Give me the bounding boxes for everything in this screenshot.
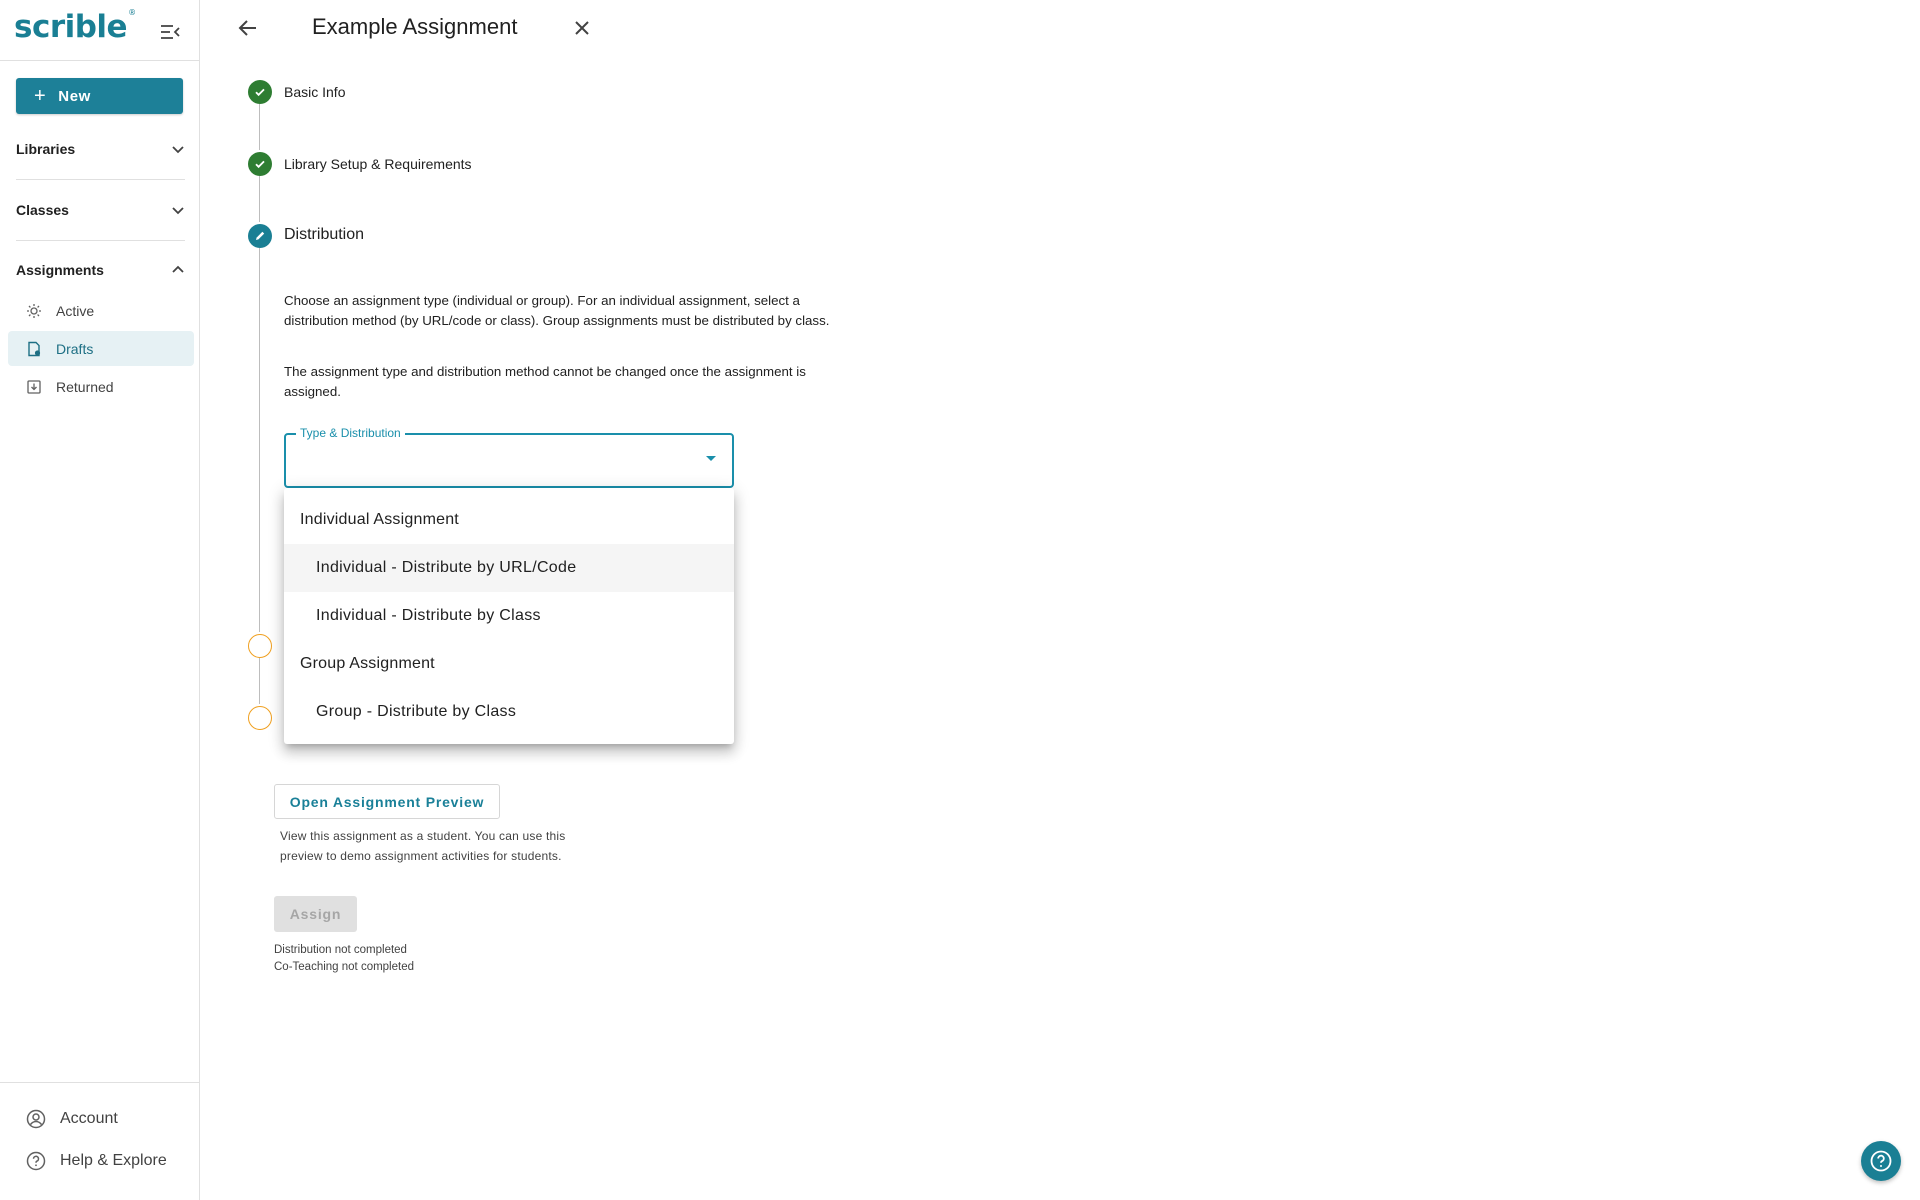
option-individual-class[interactable]: Individual - Distribute by Class (316, 607, 541, 624)
assign-status-coteaching: Co-Teaching not completed (274, 961, 414, 973)
distribution-description: Choose an assignment type (individual or group). For an individual assignment, select a distribution method (by URL/code or class). Group assignments must be distributed by class. (284, 293, 830, 328)
collapse-sidebar-icon[interactable] (158, 20, 182, 44)
step-connector (259, 658, 260, 704)
sidebar (0, 0, 200, 1200)
chevron-down-icon (170, 202, 186, 218)
logo-registered-mark: ® (128, 8, 136, 17)
sidebar-item-active[interactable] (8, 293, 194, 328)
help-explore-label: Help & Explore (60, 1152, 167, 1169)
select-floating-label: Type & Distribution (296, 426, 405, 440)
option-group-group: Group Assignment (300, 655, 435, 672)
option-individual-url-code[interactable]: Individual - Distribute by URL/Code (284, 544, 734, 592)
classes-section-header[interactable] (16, 198, 186, 222)
close-icon[interactable] (570, 16, 594, 40)
assign-button[interactable]: Assign (274, 896, 357, 932)
step-connector (259, 104, 260, 150)
type-distribution-menu (284, 488, 734, 744)
step-distribution[interactable]: Distribution (284, 226, 365, 243)
help-explore-link[interactable] (26, 1149, 167, 1173)
scrible-logo[interactable] (14, 8, 136, 45)
account-circle-icon (26, 1109, 46, 1129)
preview-help-text: View this assignment as a student. You can use this preview to demo assignment activities for students. (280, 829, 566, 863)
sidebar-item-label: Active (56, 302, 95, 319)
libraries-section-header[interactable] (16, 137, 186, 161)
sun-icon (26, 303, 42, 319)
dropdown-arrow-icon[interactable] (706, 456, 716, 461)
step-basic-info[interactable]: Basic Info (284, 84, 346, 100)
type-distribution-select[interactable] (284, 433, 734, 488)
page-title: Example Assignment (312, 14, 518, 39)
assignments-label: Assignments (16, 262, 104, 278)
sidebar-item-label: Returned (56, 378, 114, 395)
section-divider (16, 179, 185, 180)
help-fab-button[interactable] (1861, 1141, 1901, 1181)
back-arrow-icon[interactable] (236, 16, 260, 40)
step-edit-pencil-icon (248, 224, 272, 248)
sidebar-divider (0, 60, 200, 61)
sidebar-item-returned[interactable] (8, 369, 194, 404)
step-complete-check-icon (248, 152, 272, 176)
sidebar-divider (0, 1082, 200, 1083)
open-assignment-preview-button[interactable]: Open Assignment Preview (274, 784, 500, 819)
option-group-class[interactable]: Group - Distribute by Class (316, 703, 517, 720)
help-circle-icon (26, 1151, 46, 1171)
chevron-up-icon (170, 262, 186, 278)
logo-text: scrible (14, 9, 128, 45)
sidebar-item-drafts[interactable] (8, 331, 194, 366)
new-button-label: New (58, 87, 91, 105)
sidebar-item-label: Drafts (56, 340, 94, 357)
account-link[interactable] (26, 1107, 118, 1131)
draft-document-icon (26, 341, 42, 357)
step-connector (259, 176, 260, 222)
libraries-label: Libraries (16, 141, 76, 157)
step-pending-circle-icon (248, 706, 272, 730)
chevron-down-icon (170, 141, 186, 157)
step-connector (259, 248, 260, 632)
assign-status-distribution: Distribution not completed (274, 944, 407, 956)
help-circle-icon (1869, 1149, 1893, 1173)
new-button[interactable] (16, 78, 183, 114)
plus-icon: + (34, 85, 47, 107)
account-label: Account (60, 1110, 118, 1127)
step-complete-check-icon (248, 80, 272, 104)
assignments-section-header[interactable] (16, 258, 186, 282)
classes-label: Classes (16, 202, 69, 218)
step-library-setup[interactable]: Library Setup & Requirements (284, 156, 472, 172)
returned-tray-icon (26, 379, 42, 395)
section-divider (16, 240, 185, 241)
distribution-warning: The assignment type and distribution method cannot be changed once the assignment is assigned. (284, 364, 806, 399)
option-group-individual: Individual Assignment (300, 511, 459, 528)
step-pending-circle-icon (248, 634, 272, 658)
